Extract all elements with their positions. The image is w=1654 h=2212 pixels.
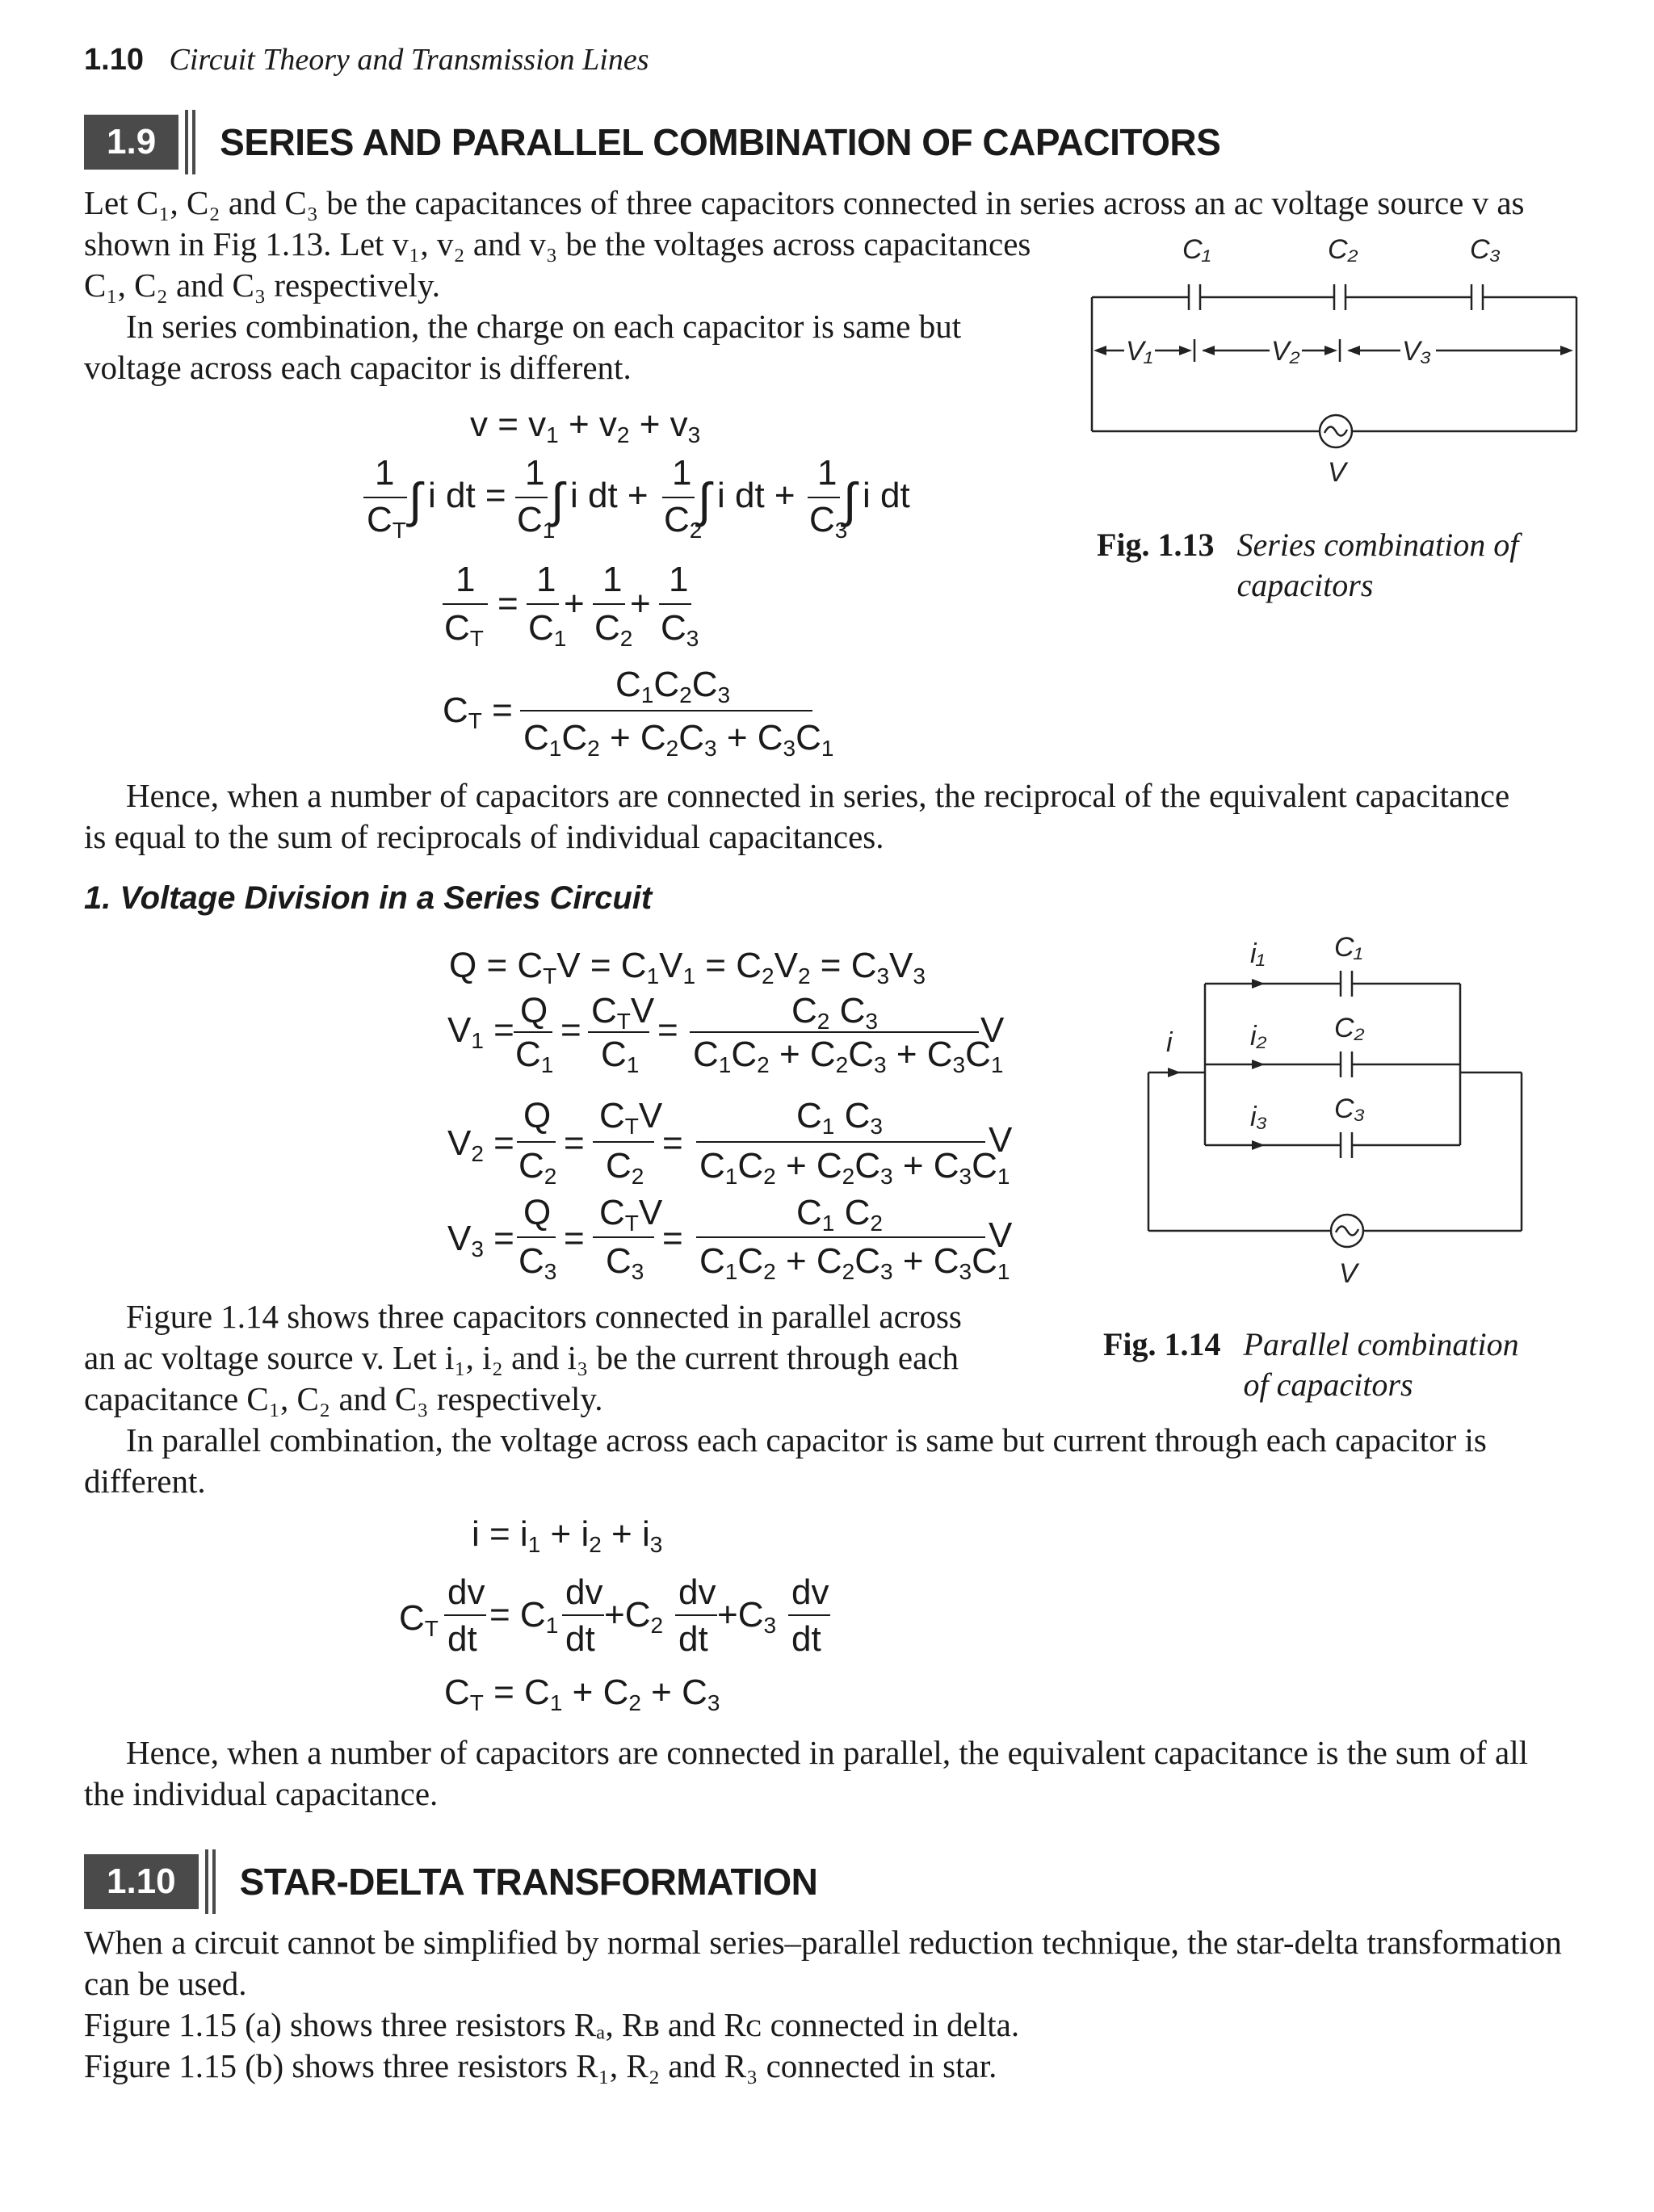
svg-text:dt: dt	[791, 1619, 821, 1659]
text-line: Hence, when a number of capacitors are connected in parallel, the equivalent capacitance is the sum of all	[126, 1734, 1529, 1771]
svg-text:Q: Q	[520, 991, 548, 1030]
section-number-box: 1.9	[84, 115, 178, 170]
section-1-10-text	[84, 1922, 1586, 2087]
svg-text:Q = CTV = C1V1 = C2V2 = C3V3: Q = CTV = C1V1 = C2V2 = C3V3	[449, 946, 926, 988]
label-i: i	[1166, 1027, 1173, 1058]
svg-text:C1C2 + C2C3 + C3C1: C1C2 + C2C3 + C3C1	[699, 1241, 1010, 1284]
section-title: SERIES AND PARALLEL COMBINATION OF CAPACITORS	[220, 121, 1221, 163]
text-line: Figure 1.15 (b) shows three resistors R₁, R₂ and R₃ connected in star.	[84, 2047, 997, 2084]
text-line: capacitance C₁, C₂ and C₃ respectively.	[84, 1380, 603, 1417]
text-line: When a circuit cannot be simplified by normal series–parallel reduction technique, the star-delta transformation	[84, 1924, 1562, 1961]
label-v: V	[1339, 1258, 1358, 1289]
text-line: an ac voltage source v. Let i₁, i₂ and i₃ be the current through each	[84, 1339, 959, 1376]
svg-text:V2 =: V2 =	[447, 1123, 514, 1166]
svg-text:dt: dt	[678, 1619, 708, 1659]
svg-text:C1C2 + C2C3 + C3C1: C1C2 + C2C3 + C3C1	[693, 1035, 1004, 1077]
svg-text:+C2: +C2	[604, 1595, 664, 1638]
svg-text:=: =	[657, 1010, 678, 1050]
parallel-conclusion	[84, 1732, 1586, 1815]
running-head	[84, 42, 649, 78]
page-number: 1.10	[84, 43, 144, 77]
svg-text:C1 C2: C1 C2	[796, 1193, 883, 1236]
text-line: voltage across each capacitor is different.	[84, 349, 632, 386]
svg-text:v = v1 + v2 + v3: v = v1 + v2 + v3	[470, 405, 701, 447]
svg-text:CTV: CTV	[599, 1096, 663, 1139]
svg-text:C2 C3: C2 C3	[791, 991, 878, 1034]
svg-text:i dt +: i dt +	[717, 476, 796, 515]
text-line: Let C₁, C₂ and C₃ be the capacitances of three capacitors connected in series across an ac voltage source v as	[84, 184, 1525, 221]
label-c3: C₃	[1334, 1093, 1366, 1124]
svg-text:V1 =: V1 =	[447, 1010, 514, 1053]
svg-text:V: V	[980, 1010, 1005, 1050]
svg-text:1: 1	[375, 453, 395, 493]
svg-text:∫: ∫	[843, 473, 857, 527]
svg-text:C1C2C3: C1C2C3	[615, 665, 731, 707]
series-equations	[355, 404, 937, 767]
text-line: shown in Fig 1.13. Let v₁, v₂ and v₃ be the voltages across capacitances	[84, 225, 1031, 262]
text-line: different.	[84, 1463, 206, 1500]
svg-text:=: =	[564, 1123, 585, 1163]
text-line: Figure 1.14 shows three capacitors connected in parallel across	[126, 1298, 962, 1335]
label-v1: V₁	[1126, 336, 1153, 367]
parallel-equations	[388, 1510, 888, 1720]
svg-text:C1: C1	[515, 1035, 554, 1077]
svg-text:1: 1	[817, 453, 837, 493]
text-line: In series combination, the charge on each capacitor is same but	[126, 308, 962, 345]
figure-label: Fig. 1.13	[1097, 527, 1215, 563]
svg-text:= C1: = C1	[489, 1595, 559, 1638]
svg-text:CT =: CT =	[443, 690, 513, 733]
svg-text:C3: C3	[809, 500, 848, 543]
svg-text:C2: C2	[518, 1146, 557, 1189]
text-line: the individual capacitance.	[84, 1775, 439, 1812]
svg-text:i = i1 + i2 + i3: i = i1 + i2 + i3	[472, 1514, 663, 1557]
svg-text:dv: dv	[791, 1572, 829, 1612]
svg-text:+: +	[564, 584, 585, 623]
section-title: STAR-DELTA TRANSFORMATION	[239, 1861, 818, 1903]
svg-text:=: =	[662, 1123, 683, 1163]
svg-text:=: =	[497, 584, 518, 623]
svg-text:1: 1	[672, 453, 692, 493]
svg-text:C1C2 + C2C3 + C3C1: C1C2 + C2C3 + C3C1	[523, 718, 834, 761]
svg-text:∫: ∫	[698, 473, 712, 527]
fig-1-14-caption	[1103, 1324, 1519, 1405]
svg-text:dv: dv	[447, 1572, 485, 1612]
section-number-box: 1.10	[84, 1854, 199, 1909]
label-c3: C₃	[1470, 234, 1501, 265]
svg-text:1: 1	[525, 453, 545, 493]
svg-text:C3: C3	[518, 1241, 557, 1284]
heading-bar	[212, 1849, 216, 1914]
svg-text:1: 1	[602, 560, 623, 599]
svg-text:CTV: CTV	[599, 1193, 663, 1236]
svg-text:+: +	[630, 584, 651, 623]
svg-text:Q: Q	[523, 1096, 552, 1135]
svg-text:1: 1	[455, 560, 476, 599]
svg-text:∫: ∫	[551, 473, 565, 527]
svg-text:CTV: CTV	[591, 991, 655, 1034]
svg-text:1: 1	[669, 560, 689, 599]
book-title: Circuit Theory and Transmission Lines	[169, 43, 649, 77]
section-heading-1-10	[84, 1849, 817, 1914]
svg-text:CT: CT	[444, 608, 484, 651]
text-line: Hence, when a number of capacitors are connected in series, the reciprocal of the equivalent capacitance	[126, 777, 1510, 814]
svg-text:dt: dt	[447, 1619, 477, 1659]
svg-text:C2: C2	[664, 500, 703, 543]
svg-text:C1C2 + C2C3 + C3C1: C1C2 + C2C3 + C3C1	[699, 1146, 1010, 1189]
svg-text:dv: dv	[565, 1572, 603, 1612]
label-v: V	[1328, 457, 1346, 488]
series-conclusion	[84, 775, 1586, 858]
svg-text:CT: CT	[367, 500, 406, 543]
svg-text:CT = C1 + C2 + C3: CT = C1 + C2 + C3	[444, 1673, 720, 1715]
text-line: In parallel combination, the voltage across each capacitor is same but current through each capacitor is	[126, 1421, 1487, 1459]
svg-text:C3: C3	[661, 608, 699, 651]
svg-text:i dt +: i dt +	[570, 476, 649, 515]
section-heading-1-9	[84, 110, 1220, 174]
svg-text:=: =	[560, 1010, 581, 1050]
svg-text:V3 =: V3 =	[447, 1219, 514, 1261]
caption-line: Series combination of	[1236, 527, 1519, 563]
label-i1: i₁	[1250, 938, 1266, 969]
heading-bar	[205, 1849, 208, 1914]
label-c1: C₁	[1334, 932, 1363, 963]
text-line: Figure 1.15 (a) shows three resistors Rₐ, Rʙ and Rᴄ connected in delta.	[84, 2006, 1020, 2043]
svg-text:i dt =: i dt =	[428, 476, 506, 515]
svg-text:V: V	[989, 1215, 1013, 1255]
fig-1-13-caption	[1097, 525, 1518, 606]
svg-text:i dt: i dt	[863, 476, 910, 515]
svg-text:C1: C1	[601, 1035, 640, 1077]
svg-text:∫: ∫	[409, 473, 422, 527]
svg-text:1: 1	[536, 560, 556, 599]
voltage-division-equations	[420, 937, 1034, 1292]
svg-text:C1: C1	[528, 608, 567, 651]
caption-line: capacitors	[1236, 567, 1374, 603]
parallel-circuit-diagram	[1147, 927, 1534, 1299]
label-i3: i₃	[1250, 1102, 1268, 1132]
svg-text:C1 C3: C1 C3	[796, 1096, 883, 1139]
figure-label: Fig. 1.14	[1103, 1326, 1221, 1362]
label-c1: C₁	[1182, 234, 1211, 265]
label-v3: V₃	[1402, 336, 1432, 367]
label-c2: C₂	[1328, 234, 1358, 265]
heading-bar	[185, 110, 188, 174]
subsection-title: 1. Voltage Division in a Series Circuit	[84, 880, 653, 916]
svg-text:dv: dv	[678, 1572, 716, 1612]
svg-text:C3: C3	[606, 1241, 644, 1284]
svg-text:=: =	[564, 1219, 585, 1258]
caption-line: of capacitors	[1243, 1366, 1413, 1403]
svg-text:V: V	[989, 1120, 1013, 1160]
svg-text:C1: C1	[517, 500, 556, 543]
svg-text:+C3: +C3	[717, 1595, 777, 1638]
heading-bar	[192, 110, 195, 174]
svg-text:C2: C2	[606, 1146, 644, 1189]
svg-text:dt: dt	[565, 1619, 595, 1659]
svg-text:Q: Q	[523, 1193, 552, 1232]
text-line: can be used.	[84, 1965, 247, 2002]
text-line: is equal to the sum of reciprocals of individual capacitances.	[84, 818, 884, 855]
label-i2: i₂	[1250, 1021, 1267, 1051]
label-v2: V₂	[1271, 336, 1300, 367]
series-circuit-diagram	[1074, 228, 1591, 502]
svg-text:CT: CT	[399, 1598, 439, 1641]
svg-text:C2: C2	[594, 608, 633, 651]
text-line: C₁, C₂ and C₃ respectively.	[84, 267, 441, 304]
label-c2: C₂	[1334, 1013, 1365, 1043]
caption-line: Parallel combination	[1243, 1326, 1519, 1362]
svg-text:=: =	[662, 1219, 683, 1258]
